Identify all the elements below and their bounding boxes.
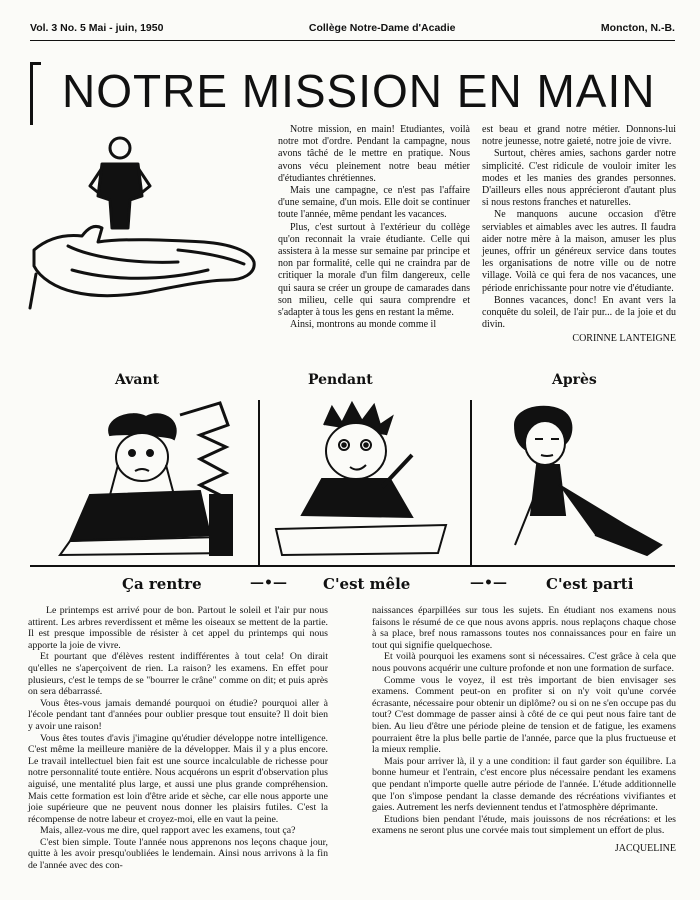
caption-separator: —•— [470, 575, 507, 591]
panel-divider [258, 400, 260, 565]
panel-apres-illustration [475, 395, 675, 565]
paragraph: Vous êtes-vous jamais demandé pourquoi on étudie? pourquoi aller à l'école pendant tant d'années pour oublier presque tout ensuite? Il doit bien y avoir une raison! [28, 697, 328, 732]
panel-baseline [30, 565, 675, 567]
panel-label-avant: Avant [115, 372, 160, 388]
paragraph: Mais une campagne, ce n'est pas l'affaire d'une semaine, d'un mois. Elle doit se continuer toute l'année, même pendant les vacances. [278, 185, 470, 221]
page-title: NOTRE MISSION EN MAIN [62, 65, 656, 117]
article1-column-2 [482, 124, 676, 346]
masthead-rule [30, 40, 675, 41]
article2-column-1 [28, 605, 328, 872]
article1-column-1 [278, 124, 470, 331]
masthead [30, 22, 675, 34]
caption-apres: C'est parti [546, 575, 634, 593]
school-name: Collège Notre-Dame d'Acadie [308, 22, 456, 34]
article2-column-2 [372, 605, 676, 854]
signature: CORINNE LANTEIGNE [572, 333, 676, 345]
paragraph: Ne manquons aucune occasion d'être serviables et aimables avec les autres. Il faudra aider notre mère à la maison, amuser les plus jeunes, offrir un généreux service dans toutes les organisations de notre ville ou de notre village. Voilà ce qui fera de nos vacances, une période enrichissante pour notre vie d'étudiante. [482, 209, 676, 294]
paragraph: Le printemps est arrivé pour de bon. Partout le soleil et l'air pur nous attirent. Les arbres reverdissent et même les oiseaux se mettent de la partie. Il est presque impossible de résister à cet appel du printemps qui nous apporte la joie de vivre. [28, 605, 328, 651]
paragraph: Comme vous le voyez, il est très important de bien envisager ses examens. Comment peut-on en profiter si on n'y voit qu'une corvée écrasante, nécessaire pour obtenir un diplôme? ou si on ne s'en occupe pas du tout? C'est dommage de passer ainsi à côté de ce qui peut nous faire tant de bien. Au lieu d'être une période pleine de tension et de fatigue, les examens pourraient être la plus belle partie de l'année, parce que la plus fructueuse et la mieux remplie. [372, 674, 676, 756]
signature: JACQUELINE [614, 842, 676, 854]
paragraph: Surtout, chères amies, sachons garder notre simplicité. C'est ridicule de vouloir imiter les modes et les manies des grandes personnes. D'ailleurs elles nous apprécieront d'autant plus si nous restons franches et naturelles. [482, 148, 676, 209]
paragraph: Bonnes vacances, donc! En avant vers la conquête du soleil, de l'air pur... de la joie et du divin. [482, 294, 676, 331]
paragraph: Plus, c'est surtout à l'extérieur du collège qu'on reconnait la vraie étudiante. Celle qui assistera à la messe sur semaine par principe et non par formalité, celle qui ne craindra par de critiquer la morale d'un film dangereux, celle qui saura se créer un groupe de camarades dans son milieu, celle qui saura comprendre et s'adapter à tous les gens en restant la même. [278, 221, 470, 319]
place-name: Moncton, N.-B. [600, 22, 675, 34]
caption-separator: —•— [250, 575, 287, 591]
paragraph: Notre mission, en main! Etudiantes, voilà notre mot d'ordre. Pendant la campagne, nous avons tâché de le mettre en pratique. Nous avons vécu pleinement notre beau métier d'étudiantes chrétiennes. [278, 124, 470, 184]
paragraph: Et pourtant que d'élèves restent indifférentes à tout cela! On dirait qu'elles ne s'aperçoivent de rien. La raison? les examens. En effet pour plusieurs, c'est le temps de se "bourrer le crâne" comme on dit; et puis après on sera débarrassé. [28, 651, 328, 698]
paragraph: Mais pour arriver là, il y a une condition: il faut garder son équilibre. La bonne humeur et l'entrain, c'est encore plus nécessaire pendant les examens que pendant n'importe quelle autre période de l'année. L'étude additionnelle que l'on s'impose pendant la classe demande des récréations vivifiantes et gaies. Autrement les nerfs deviennent tendus et l'atmosphère déprimante. [372, 755, 676, 814]
paragraph: Et voilà pourquoi les examens sont si nécessaires. C'est grâce à cela que nous pouvons acquérir une culture profonde et non une formation de surface. [372, 651, 676, 674]
paragraph: naissances éparpillées sur tous les sujets. En étudiant nos examens nous faisons le résumé de ce que nous avons appris. nous replaçons chaque chose à sa place, bref nous ramassons toutes nos connaissances pour en faire un tout qui signifie quelquechose. [372, 605, 676, 651]
paragraph: Etudions bien pendant l'étude, mais jouissons de nos récréations: et les examens ne seront plus une corvée mais tout simplement un effort de plus. [372, 813, 676, 837]
panel-label-apres: Après [552, 372, 597, 388]
paragraph: C'est bien simple. Toute l'année nous apprenons nos leçons chaque jour, quitte à les avoir presqu'oubliées le lendemain. Ainsi nous arrivons à la fin de l'année avec des con- [28, 836, 328, 872]
title-bracket [30, 62, 41, 125]
caption-pendant: C'est mêle [323, 575, 411, 593]
panel-label-pendant: Pendant [308, 372, 373, 388]
paragraph: Ainsi, montrons au monde comme il [290, 319, 437, 331]
paragraph: est beau et grand notre métier. Donnons-lui notre jeunesse, notre gaieté, notre joie de vivre. [482, 124, 676, 148]
paragraph: Vous êtes toutes d'avis j'imagine qu'étudier développe notre intelligence. C'est même la meilleure manière de la développer. Mais il y a plus encore. Le travail intellectuel bien fait est une source incalculable de richesse pour notre personnalité toute entière. Nous acquérons un esprit d'observation plus aiguisé, une mentalité plus large, et aussi une plus grande compréhension. Mais cette formation est loin d'être aride et sèche, car elle nous apporte une joie supérieure que ne peuvent nous donner les plaisirs futiles. C'est la récompense de notre labeur et croyez-moi, elle en vaut la peine. [28, 732, 328, 825]
paragraph: Mais, allez-vous me dire, quel rapport avec les examens, tout ça? [40, 825, 296, 837]
panel-avant-illustration [50, 395, 250, 565]
panel-divider [470, 400, 472, 565]
hand-illustration [28, 130, 268, 330]
issue-info: Vol. 3 No. 5 Mai - juin, 1950 [30, 22, 164, 34]
caption-avant: Ça rentre [122, 575, 202, 593]
panel-pendant-illustration [262, 395, 462, 565]
